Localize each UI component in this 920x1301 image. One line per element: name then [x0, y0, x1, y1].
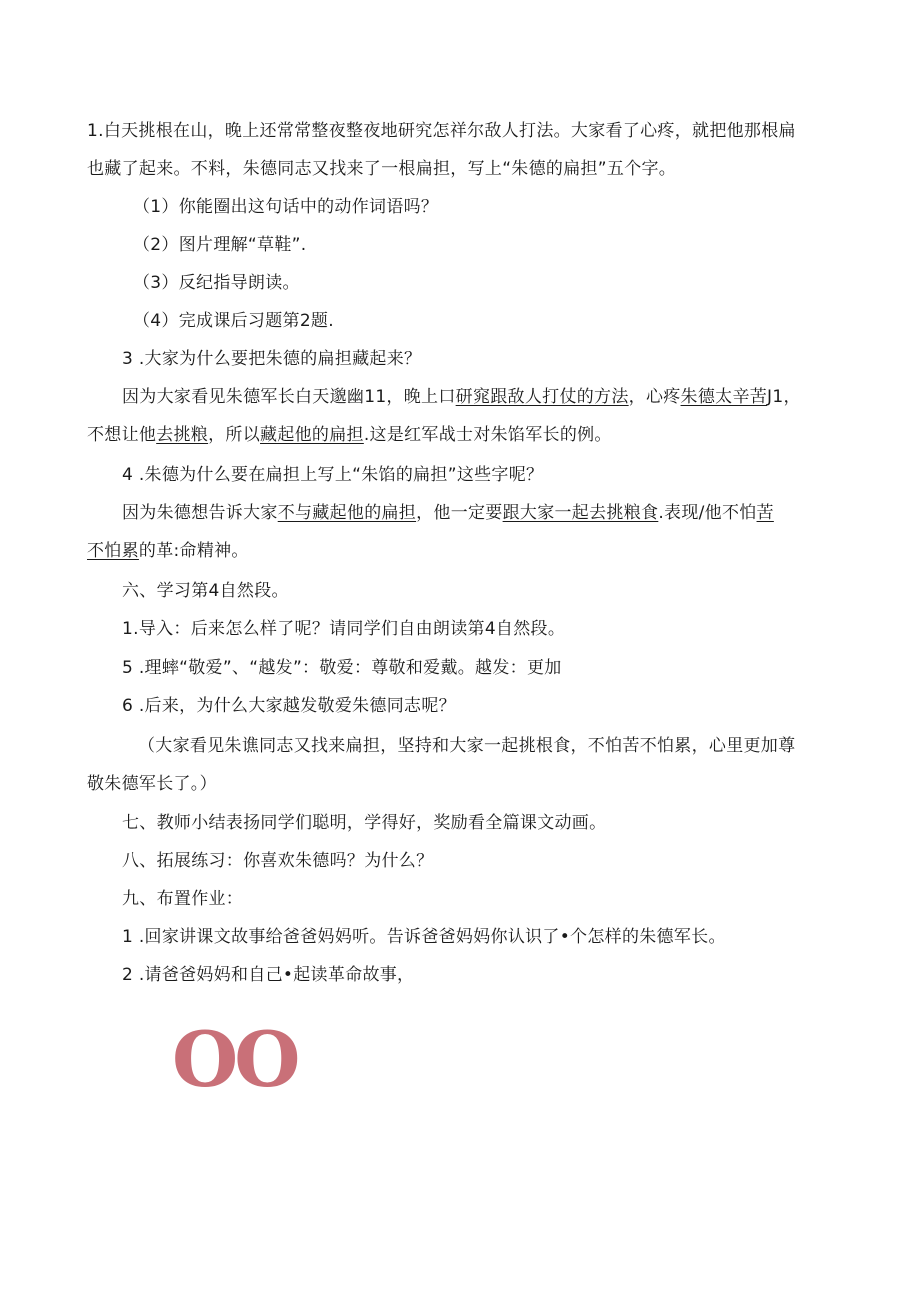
underlined-phrase: 藏起他的扁担	[260, 425, 364, 445]
text-line-a3-line2	[87, 424, 612, 446]
underlined-phrase: 去挑粮	[156, 425, 209, 445]
text-line-q1-line1	[87, 120, 796, 142]
text-segment: 七、教师小结表扬同学们聪明，学得好，奖励看全篇课文动画。	[122, 813, 607, 833]
underlined-phrase: 研窕跟敌人打仗的方法	[455, 387, 629, 407]
text-line-hw2	[122, 964, 414, 986]
text-line-sec9	[122, 888, 243, 910]
text-segment: 2 .请爸爸妈妈和自己•起读革命故事，	[122, 965, 415, 985]
underlined-phrase: 朱德太辛苦	[680, 387, 768, 407]
text-segment: ，心疼	[628, 387, 681, 407]
text-segment: .表现/他不怕	[658, 503, 757, 523]
text-line-sec6	[122, 580, 289, 602]
text-line-sub2	[133, 234, 306, 256]
underlined-phrase: 不怕累	[87, 541, 139, 561]
underlined-phrase: 不与藏起他的扁担	[277, 503, 417, 523]
text-segment: 敬朱德军长了。）	[87, 774, 217, 794]
text-segment: .这是红军战士对朱馅军长的例。	[363, 425, 612, 445]
text-segment: ，所以	[208, 425, 261, 445]
text-line-s6-5	[122, 657, 562, 679]
text-segment: 因为朱德想告诉大家	[122, 503, 278, 523]
underlined-phrase: 苦	[756, 503, 774, 523]
text-segment: 5 .理蟀“敬爱”、“越发”：敬爱：尊敬和爱戴。越发：更加	[122, 658, 562, 678]
text-segment: ，他一定要	[416, 503, 503, 523]
text-segment: 4 .朱德为什么要在扁担上写上“朱馅的扁担”这些字呢？	[122, 465, 544, 485]
text-line-hw1	[122, 926, 726, 948]
text-segment: 6 .后来，为什么大家越发敬爱朱德同志呢？	[122, 696, 456, 716]
text-line-sec8	[122, 850, 433, 872]
text-segment: 八、拓展练习：你喜欢朱德吗？为什么？	[122, 851, 434, 871]
text-line-s6-1	[122, 618, 565, 640]
text-segment: 1.白天挑根在山，晚上还常常整夜整夜地研究怎祥尔敌人打法。大家看了心疼，就把他那根扁	[87, 121, 796, 141]
text-line-q3	[122, 348, 421, 370]
text-segment: 的革:命精神。	[138, 541, 249, 561]
text-line-s6-6	[122, 695, 456, 717]
text-line-a4-line1	[122, 502, 774, 524]
underlined-phrase: 跟大家一起去挑粮食	[502, 503, 659, 523]
text-segment: 也藏了起来。不料，朱德同志又找来了一根扁担，写上“朱德的扁担”五个字。	[87, 159, 677, 179]
text-segment: 不想让他	[87, 425, 157, 445]
text-segment: 1.导入：后来怎么样了呢？请同学们自由朗读第4自然段。	[122, 619, 566, 639]
text-line-a3-line1	[122, 386, 801, 408]
text-segment: 因为大家看见朱德军长白天邈幽11，晚上口	[122, 387, 456, 407]
text-line-sec7	[122, 812, 606, 834]
text-line-sub4	[133, 310, 334, 332]
text-line-a6-line1	[138, 735, 795, 757]
text-segment: （1）你能圈出这句话中的动作词语吗？	[133, 197, 439, 217]
text-segment: 九、布置作业：	[122, 889, 244, 909]
decorative-oo-mark: OO	[172, 1015, 297, 1104]
text-line-q1-line2	[87, 158, 676, 180]
text-segment: （3）反纪指导朗读。	[133, 273, 300, 293]
text-line-sub1	[133, 196, 438, 218]
text-line-a6-line2	[87, 773, 217, 795]
text-segment: （2）图片理解“草鞋”.	[133, 235, 307, 255]
text-segment: 六、学习第4自然段。	[122, 581, 289, 601]
text-segment: J1，	[767, 387, 801, 407]
text-segment: （大家看见朱谯同志又找来扁担，坚持和大家一起挑根食，不怕苦不怕累，心里更加尊	[138, 736, 796, 756]
text-segment: 1 .回家讲课文故事给爸爸妈妈听。告诉爸爸妈妈你认识了•个怎样的朱德军长。	[122, 927, 726, 947]
text-segment: 3 .大家为什么要把朱德的扁担藏起来？	[122, 349, 422, 369]
text-segment: （4）完成课后习题第2题.	[133, 311, 334, 331]
text-line-sub3	[133, 272, 300, 294]
text-line-q4	[122, 464, 543, 486]
text-line-a4-line2	[87, 540, 249, 562]
